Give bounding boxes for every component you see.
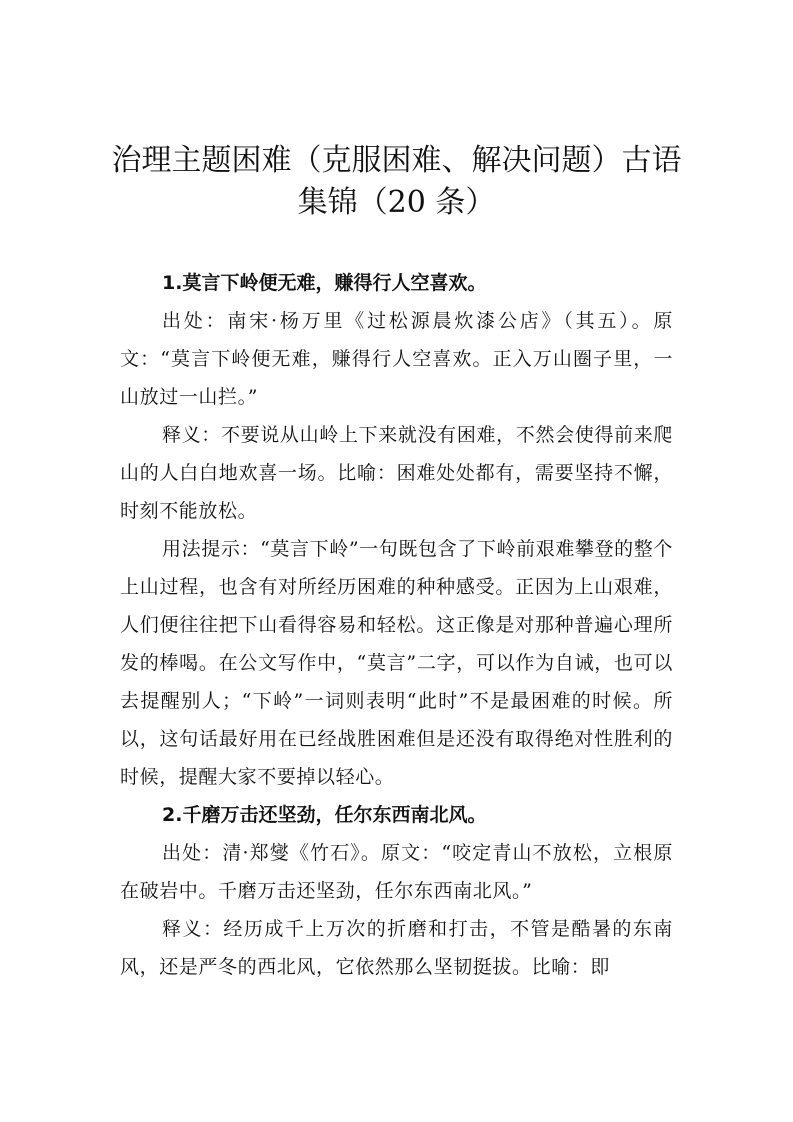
entry-1-heading: 1.莫言下岭便无难，赚得行人空喜欢。 [162, 272, 487, 294]
document-title [100, 140, 693, 224]
entry-1-usage: 用法提示：“莫言下岭”一句既包含了下岭前艰难攀登的整个上山过程，也含有对所经历困难的种种感受。正因为上山艰难，人们便往往把下山看得容易和轻松。这正像是对那种普遍心理所发的棒喝。在公文写作中，“莫言”二字，可以作为自诫，也可以去提醒别人；“下岭”一词则表明“此时”不是最困难的时候。所以，这句话最好用在已经战胜困难但是还没有取得绝对性胜利的时候，提醒大家不要掉以轻心。 [120, 538, 673, 788]
title-line-1: 治理主题困难（克服困难、解决问题）古语 [111, 143, 682, 178]
title-line-2: 集锦（20 条） [297, 185, 496, 220]
entry-1-meaning: 释义：不要说从山岭上下来就没有困难，不然会使得前来爬山的人白白地欢喜一场。比喻：困难处处都有，需要坚持不懈，时刻不能放松。 [120, 424, 673, 522]
entry-2-source: 出处：清·郑燮《竹石》。原文：“咬定青山不放松，立根原在破岩中。千磨万击还坚劲，任尔东西南北风。” [120, 842, 673, 902]
entry-2-heading: 2.千磨万击还坚劲，任尔东西南北风。 [162, 804, 487, 826]
entry-1-source: 出处：南宋·杨万里《过松源晨炊漆公店》（其五）。原文：“莫言下岭便无难，赚得行人空喜欢。正入万山圈子里，一山放过一山拦。” [120, 310, 673, 408]
document-body [120, 264, 673, 986]
entry-2-meaning: 释义：经历成千上万次的折磨和打击，不管是酷暑的东南风，还是严冬的西北风，它依然那么坚韧挺拔。比喻：即 [120, 918, 673, 978]
